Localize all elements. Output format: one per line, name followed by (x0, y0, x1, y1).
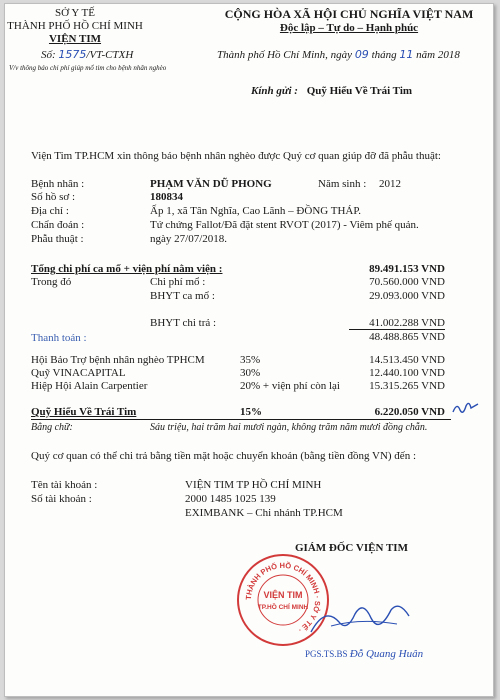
insurance-label: BHYT ca mổ : (150, 290, 215, 302)
signer-title-prefix: PGS.TS.BS (305, 649, 348, 659)
patient-name-label: Bệnh nhân : (31, 178, 85, 190)
diagnosis: Tứ chứng Fallot/Đã đặt stent RVOT (2017) - Viêm phế quản. (150, 219, 419, 231)
insurance-paid-label: BHYT chi trả : (150, 317, 217, 329)
bank-name: EXIMBANK – Chi nhánh TP.HCM (185, 507, 343, 519)
address: Ấp 1, xã Tân Nghĩa, Cao Lãnh – ĐỒNG THÁP. (150, 205, 362, 217)
signatory-title: GIÁM ĐỐC VIỆN TIM (295, 542, 408, 554)
account-number-label: Số tài khoản : (31, 493, 92, 505)
account-name: VIỆN TIM TP HỒ CHÍ MINH (185, 479, 322, 491)
donor-1-share: 35% (240, 354, 261, 366)
insurance-paid-value: 41.002.288 VND (369, 317, 445, 329)
insurance-value: 29.093.000 VND (369, 290, 445, 302)
number-handwritten: 1575 (58, 48, 87, 61)
donor-2-name: Quỹ VINACAPITAL (31, 367, 126, 379)
total-cost-value: 89.491.153 VND (369, 263, 445, 275)
diagnosis-label: Chẩn đoán : (31, 219, 85, 231)
date-day: 09 (354, 48, 369, 61)
donor-2-share: 30% (240, 367, 261, 379)
account-name-label: Tên tài khoản : (31, 479, 98, 491)
surgery-label: Phẫu thuật : (31, 233, 84, 245)
amount-in-words: Sáu triệu, hai trăm hai mươi ngàn, không trăm năm mươi đồng chẵn. (150, 422, 428, 433)
signature-scribble-icon (301, 596, 421, 642)
total-cost-label: Tổng chi phí ca mổ + viện phí nằm viện : (31, 263, 223, 275)
greeting-label: Kính gửi : (251, 85, 298, 97)
including-label: Trong đó (31, 276, 72, 288)
birth-year-label: Năm sinh : (318, 178, 367, 190)
org-name: VIỆN TIM (48, 33, 102, 45)
payment-value: 48.488.865 VND (369, 331, 445, 343)
number-suffix: /VT-CTXH (86, 49, 134, 61)
surgery-date: ngày 27/07/2018. (150, 233, 227, 245)
date-month-label: tháng (371, 49, 397, 61)
greeting-recipient: Quỹ Hiểu Về Trái Tim (306, 85, 413, 97)
file-number: 180834 (150, 191, 183, 203)
signer-name: Đỗ Quang Huân (349, 648, 424, 660)
signer (305, 648, 423, 660)
donor-3-share: 20% + viện phí còn lại (240, 380, 340, 392)
greeting (251, 85, 412, 97)
date-month: 11 (399, 48, 414, 61)
intro-text: Viện Tim TP.HCM xin thông báo bệnh nhân nghèo được Quý cơ quan giúp đỡ đã phẫu thuật: (31, 150, 441, 162)
payment-label: Thanh toán : (31, 332, 87, 344)
dept-name: SỞ Y TẾ (55, 7, 95, 19)
birth-year: 2012 (379, 178, 401, 190)
stamp-ring-text: THÀNH PHỐ HỒ CHÍ MINH · SỞ Y TẾ · (243, 560, 323, 635)
stamp-center-line-1: VIỆN TIM (263, 590, 303, 600)
date-line (217, 48, 460, 61)
nation-title: CỘNG HÒA XÃ HỘI CHỦ NGHĨA VIỆT NAM (224, 7, 474, 21)
city-name: THÀNH PHỐ HỒ CHÍ MINH (7, 20, 143, 32)
date-prefix: Thành phố Hồ Chí Minh, ngày (217, 49, 353, 61)
donor-2-amount: 12.440.100 VND (369, 367, 445, 379)
amount-in-words-label: Bằng chữ: (31, 422, 73, 433)
payment-note: Quý cơ quan có thể chi trả bằng tiền mặt hoặc chuyển khoản (bằng tiền đồng VN) đến : (31, 450, 416, 462)
fund-underline (31, 419, 451, 420)
fund-name: Quỹ Hiểu Về Trái Tim (31, 406, 137, 418)
check-mark-icon (451, 398, 481, 418)
donor-1-name: Hội Bảo Trợ bệnh nhân nghèo TPHCM (31, 354, 205, 366)
document-number (41, 48, 133, 61)
number-prefix: Số: (41, 49, 56, 61)
account-number: 2000 1485 1025 139 (185, 493, 276, 505)
surgery-cost-label: Chi phí mổ : (150, 276, 206, 288)
patient-name: PHẠM VĂN DŨ PHONG (150, 178, 272, 190)
donor-3-name: Hiệp Hội Alain Carpentier (31, 380, 148, 392)
national-motto: Độc lập – Tự do – Hạnh phúc (279, 22, 419, 34)
date-year: năm 2018 (416, 49, 460, 61)
file-number-label: Số hồ sơ : (31, 191, 76, 203)
donor-3-amount: 15.315.265 VND (369, 380, 445, 392)
subject-line: V/v thông báo chi phí giúp mổ tim cho bệnh nhân nghèo (9, 64, 167, 72)
fund-amount: 6.220.050 VND (374, 406, 445, 418)
address-label: Địa chỉ : (31, 205, 69, 217)
document-page (4, 3, 494, 697)
stamp-center-line-2: TP.HỒ CHÍ MINH (257, 604, 309, 611)
fund-share: 15% (240, 406, 262, 418)
surgery-cost-value: 70.560.000 VND (369, 276, 445, 288)
subtotal-divider (349, 329, 445, 330)
donor-1-amount: 14.513.450 VND (369, 354, 445, 366)
